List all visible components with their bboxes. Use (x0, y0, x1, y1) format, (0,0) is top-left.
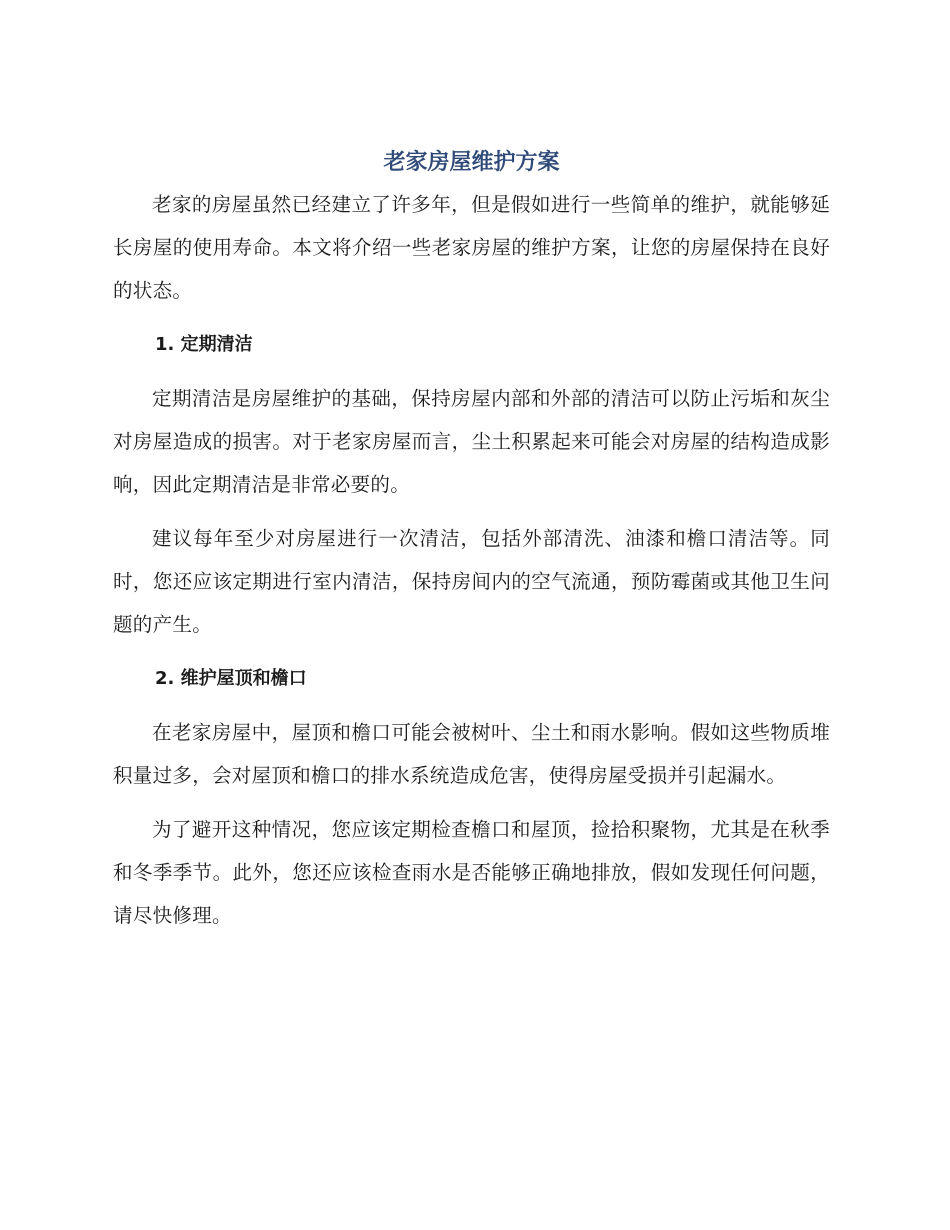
cleaning-paragraph-2: 建议每年至少对房屋进行一次清洁，包括外部清洗、油漆和檐口清洁等。同时，您还应该定期进行室内清洁，保持房间内的空气流通，预防霉菌或其他卫生问题的产生。 (113, 527, 830, 636)
section-heading-cleaning: 1. 定期清洁 (155, 334, 253, 355)
document-title: 老家房屋维护方案 (383, 150, 560, 175)
roof-paragraph-1: 在老家房屋中，屋顶和檐口可能会被树叶、尘土和雨水影响。假如这些物质堆积量过多，会对屋顶和檐口的排水系统造成危害，使得房屋受损并引起漏水。 (113, 721, 830, 787)
intro-paragraph: 老家的房屋虽然已经建立了许多年，但是假如进行一些简单的维护，就能够延长房屋的使用寿命。本文将介绍一些老家房屋的维护方案，让您的房屋保持在良好的状态。 (113, 193, 830, 302)
roof-paragraph-2: 为了避开这种情况，您应该定期检查檐口和屋顶，捡拾积聚物，尤其是在秋季和冬季季节。此外，您还应该检查雨水是否能够正确地排放，假如发现任何问题，请尽快修理。 (113, 818, 830, 927)
document-body (113, 143, 830, 937)
cleaning-paragraph-1: 定期清洁是房屋维护的基础，保持房屋内部和外部的清洁可以防止污垢和灰尘对房屋造成的损害。对于老家房屋而言，尘土积累起来可能会对房屋的结构造成影响，因此定期清洁是非常必要的。 (113, 387, 830, 496)
section-heading-roof: 2. 维护屋顶和檐口 (155, 668, 307, 689)
